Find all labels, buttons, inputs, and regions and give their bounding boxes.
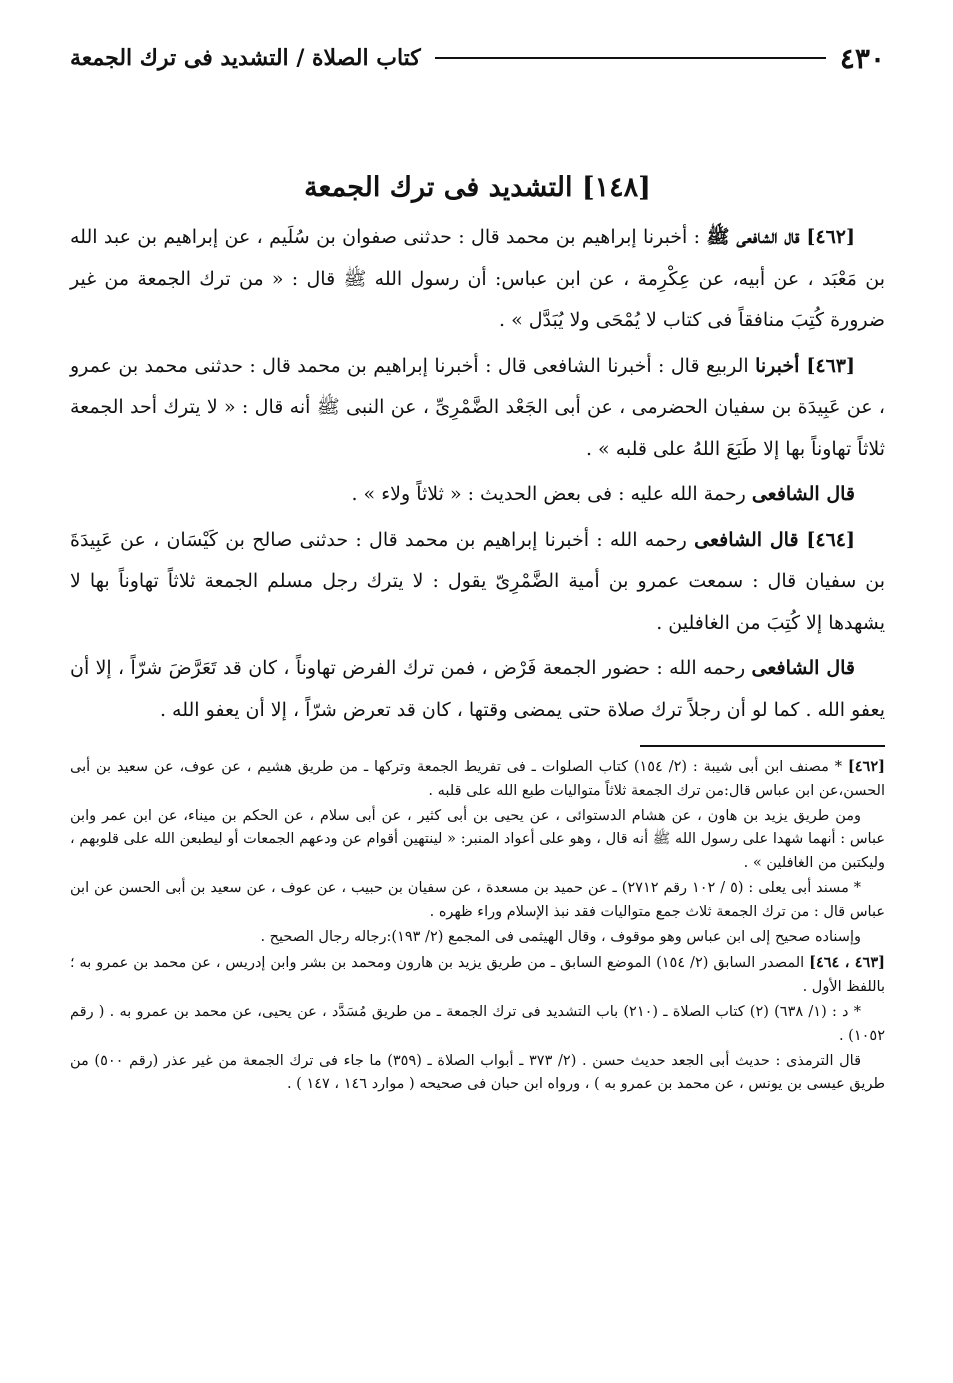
paragraph-shafii-ruling (70, 648, 885, 731)
footnote-item (70, 1001, 885, 1048)
paragraph-lead: [٤٦٤] قال الشافعى (694, 528, 856, 551)
footnote-ref: [٤٦٢] (847, 758, 885, 776)
footnote-text: * مصنف ابن أبى شيبة : (٢/ ١٥٤) كتاب الصلوات ـ فى تفريط الجمعة وتركها ـ من طريق هشيم ، عن عوف، عن سعيد بن أبى الحسن،عن ابن عباس قال:من ترك الجمعة ثلاثاً متواليات طبع الله على قلبه . (70, 759, 885, 799)
footnote-text: * مسند أبى يعلى : (٥ / ١٠٢ رقم ٢٧١٢) ـ عن حميد بن مسعدة ، عن سفيان بن حبيب ، عن عوف ، عن سعيد بن أبى الحسن عن ابن عباس قال : من ترك الجمعة ثلاث جمع متواليات فقد نبذ الإسلام وراء ظهره . (70, 880, 885, 920)
footnote-text: قال الترمذى : حديث أبى الجعد حديث حسن . (٢/ ٣٧٣ ـ أبواب الصلاة ـ (٣٥٩) ما جاء فى ترك الجمعة من غير عذر (رقم ٥٠٠) من طريق عيسى بن يونس ، عن محمد بن عمرو به ) ، ورواه ابن حبان فى صحيحه ( موارد ١٤٦ ، ١٤٧ ) . (70, 1052, 885, 1093)
footnote-text: * د : (١/ ٦٣٨) (٢) كتاب الصلاة ـ (٢١٠) باب التشديد فى ترك الجمعة ـ من طريق مُسَدَّد ، عن يحيى، عن محمد بن عمرو به . ( رقم ١٠٥٢) . (70, 1004, 885, 1044)
footnote-text: المصدر السابق (٢/ ١٥٤) الموضع السابق ـ من طريق يزيد بن هارون ومحمد بن بشر وابن إدريس ، عن محمد بن عمرو به ؛ باللفظ الأول . (70, 955, 885, 995)
paragraph-lead: قال الشافعى (751, 657, 855, 680)
paragraph-text: : أخبرنا إبراهيم بن محمد قال : حدثنى صفوان بن سُلَيم ، عن إبراهيم بن عبد الله بن مَعْبَد ، عن أبيه، عن عِكْرِمة ، عن ابن عباس: أن رسول الله ﷺ قال : « من ترك الجمعة من غير ضرورة كُتِبَ منافقاً فى كتاب لا يُمْحَى ولا يُبَدَّل » . (70, 226, 885, 332)
paragraph-text: رحمه الله : حضور الجمعة فَرْض ، فمن ترك الفرض تهاوناً ، كان قد تَعَرَّضَ شرّاً ، إلا أن يعفو الله . كما لو أن رجلاً ترك صلاة حتى يمضى وقتها ، كان قد تعرض شرّاً ، إلا أن يعفو الله . (70, 657, 885, 721)
paragraph-lead: قال الشافعى (751, 483, 855, 506)
page-number: ٤٣٠ (839, 41, 885, 75)
footnote-item (70, 805, 885, 875)
paragraph-lead: [٤٦٢] قال الشافعى ﷺ (706, 226, 855, 249)
page-header (70, 38, 885, 78)
chapter-title: [١٤٨] التشديد فى ترك الجمعة (304, 172, 651, 203)
paragraph-464 (70, 520, 885, 645)
footnote-separator (640, 745, 885, 747)
paragraph-lead: [٤٦٣] أخبرنا (755, 354, 855, 377)
footnote-ref: [٤٦٣ ، ٤٦٤] (809, 954, 885, 972)
footnote-text: ومن طريق يزيد بن هاون ، عن هشام الدستوائى ، عن يحيى بن أبى كثير ، عن أبى سلام ، عن الحكم بن ميناء، عن ابن عمر وابن عباس : أنهما شهدا على رسول الله ﷺ أنه قال ، وهو على أعواد المنبر: « لينتهين أقوام عن ودعهم الجمعات أو ليطبعن الله على قلوبهم ، وليكتبن من الغافلين » . (70, 807, 885, 871)
paragraph-462 (70, 217, 885, 342)
footnote-item (70, 926, 885, 949)
paragraph-463 (70, 346, 885, 471)
running-head: كتاب الصلاة / التشديد فى ترك الجمعة (70, 45, 421, 71)
footnote-item (70, 951, 885, 999)
paragraph-text: رحمه الله : أخبرنا إبراهيم بن محمد قال : حدثنى صالح بن كَيْسَان ، عن عَبِيدَةَ بن سفيان قال : سمعت عمرو بن أمية الضَّمْرِىّ يقول : لا يترك رجل مسلم الجمعة ثلاثاً تهاوناً بها لا يشهدها إلا كُتِبَ من الغافلين . (70, 528, 885, 634)
paragraph-text: الربيع قال : أخبرنا الشافعى قال : أخبرنا إبراهيم بن محمد قال : حدثنى محمد بن عمرو ، عن عَبِيدَة بن سفيان الحضرمى ، عن أبى الجَعْد الضَّمْرِىِّ ، عن النبى ﷺ أنه قال : « لا يترك أحد الجمعة ثلاثاً تهاوناً بها إلا طَبَعَ اللهُ على قلبه » . (70, 354, 885, 460)
footnote-item (70, 755, 885, 803)
header-rule (435, 57, 826, 59)
footnotes (70, 755, 885, 1097)
paragraph-shafii-note (70, 474, 885, 516)
main-text (70, 217, 885, 731)
paragraph-text: رحمة الله عليه : فى بعض الحديث : « ثلاثاً ولاء » . (351, 483, 746, 506)
footnote-item (70, 877, 885, 924)
footnote-text: وإسناده صحيح إلى ابن عباس وهو موقوف ، وقال الهيثمى فى المجمع (٢/ ١٩٣):رجاله رجال الصحيح . (260, 928, 861, 945)
footnote-item (70, 1050, 885, 1097)
